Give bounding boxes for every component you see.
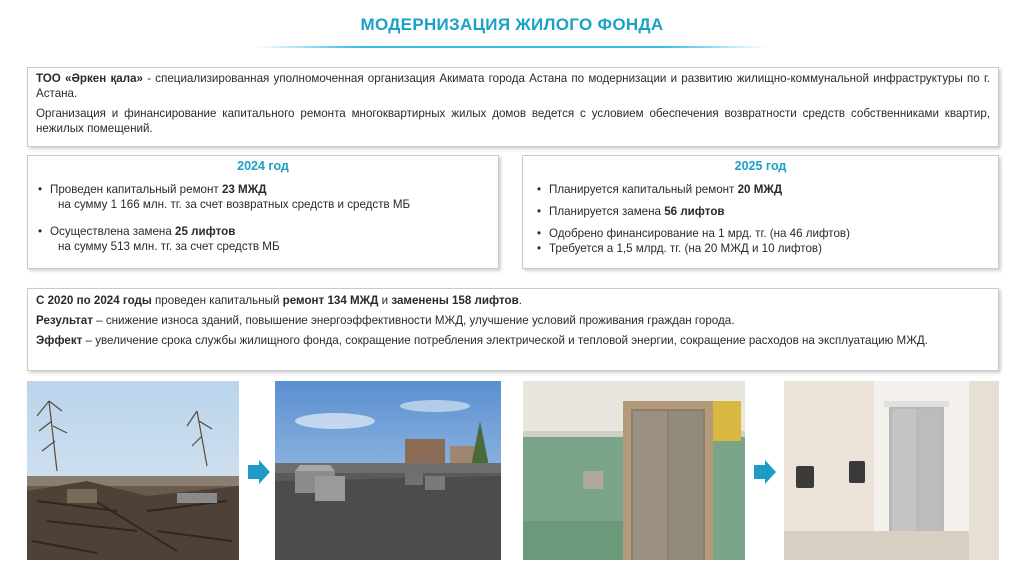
arrow-right-icon [246, 460, 270, 489]
roof-before-photo [27, 381, 239, 560]
elevator-before-photo [523, 381, 745, 560]
result-label: Результат [36, 314, 93, 327]
result-text: – снижение износа зданий, повышение энергоэффективности МЖД, улучшение условий проживания граждан города. [92, 314, 735, 327]
item-text: Планируется замена [549, 205, 665, 218]
list-item [36, 224, 490, 239]
item-highlight: 56 лифтов [664, 205, 725, 218]
summary-text: проведен капитальный [151, 294, 283, 307]
effect-text: – увеличение срока службы жилищного фонда, сокращение потребления электрической и тепловой энергии, сокращение расходов на эксплуатацию МЖД. [82, 334, 928, 347]
item-text: Осуществлена замена [50, 225, 176, 238]
intro-box [27, 67, 999, 147]
effect-label: Эффект [36, 334, 83, 347]
summary-text: и [378, 294, 392, 307]
item-highlight: 25 лифтов [175, 225, 236, 238]
summary-repairs: ремонт 134 МЖД [282, 294, 379, 307]
intro-paragraph-2: Организация и финансирование капитального ремонта многоквартирных жилых домов ведется с условием обеспечения возвратности средств собственниками квартир, нежилых помещений. [36, 107, 990, 135]
year-2025-heading: 2025 год [734, 159, 787, 173]
summary-line-1 [36, 293, 990, 308]
summary-period: С 2020 по 2024 годы [36, 294, 152, 307]
page-title: МОДЕРНИЗАЦИЯ ЖИЛОГО ФОНДА [360, 15, 664, 34]
summary-box [27, 288, 999, 371]
effect-line [36, 333, 990, 348]
year-2024-box [27, 155, 499, 269]
title-underline [255, 46, 767, 48]
list-item [36, 182, 490, 197]
year-2024-heading: 2024 год [237, 159, 289, 173]
list-item [535, 182, 986, 197]
item-detail: на сумму 513 млн. тг. за счет средств МБ [58, 240, 280, 253]
elevator-after-photo [784, 381, 999, 560]
item-highlight: 23 МЖД [221, 183, 267, 196]
intro-paragraph-1 [36, 71, 990, 101]
list-item [535, 204, 986, 219]
list-item: • Требуется а 1,5 млрд. тг. (на 20 МЖД и 10 лифтов) [535, 241, 986, 256]
result-line [36, 313, 990, 328]
summary-lifts: заменены 158 лифтов [391, 294, 519, 307]
list-item: • Одобрено финансирование на 1 мрд. тг. (на 46 лифтов) [535, 226, 986, 241]
item-text: Проведен капитальный ремонт [50, 183, 222, 196]
summary-text: . [518, 294, 523, 307]
org-name: ТОО «Әркен қала» [36, 72, 143, 85]
item-highlight: 20 МЖД [737, 183, 783, 196]
item-text: Планируется капитальный ремонт [549, 183, 738, 196]
year-2025-box [522, 155, 999, 269]
roof-after-photo [275, 381, 501, 560]
item-detail: на сумму 1 166 млн. тг. за счет возвратных средств и средств МБ [58, 198, 411, 211]
arrow-right-icon [752, 460, 776, 489]
intro-text-1: - специализированная уполномоченная организация Акимата города Астана по модернизации и развитию жилищно-коммунальной инфраструктуры по г. Астана. [36, 72, 990, 100]
